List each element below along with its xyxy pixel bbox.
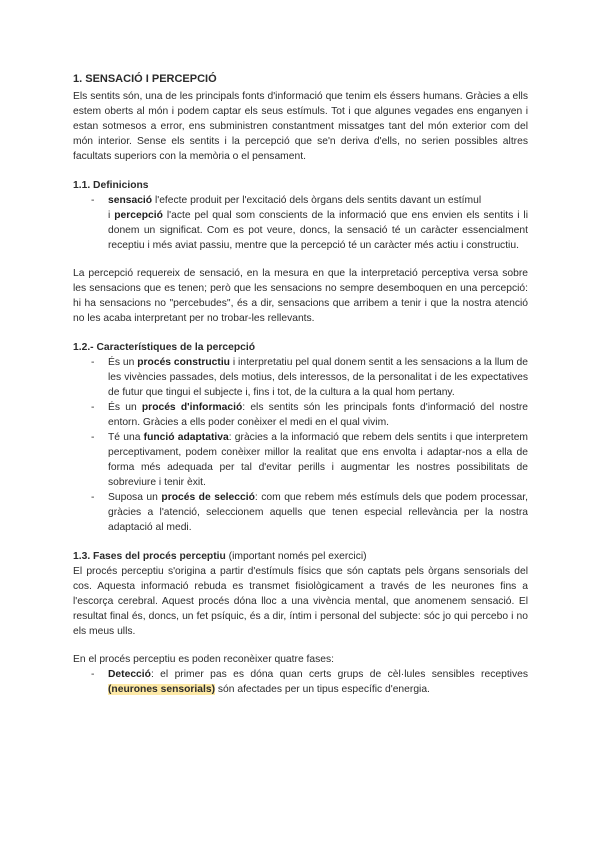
lead-text: Té una bbox=[108, 432, 144, 443]
item-text: : el primer pas es dóna quan certs grups de cèl·lules sensibles receptives bbox=[150, 669, 528, 680]
list-item bbox=[91, 667, 528, 697]
dash-bullet: - bbox=[91, 357, 95, 368]
definition-text: l'efecte produit per l'excitació dels òrgans dels sentits davant un estímul bbox=[152, 195, 482, 206]
phases-list bbox=[73, 667, 528, 697]
list-item bbox=[91, 193, 528, 208]
definitions-list bbox=[73, 193, 528, 253]
dash-bullet: - bbox=[91, 432, 95, 443]
lead-text: Suposa un bbox=[108, 492, 162, 503]
term-percepcio: percepció bbox=[114, 210, 163, 221]
dash-bullet: - bbox=[91, 492, 95, 503]
dash-bullet: - bbox=[91, 669, 95, 680]
lead-text: i bbox=[108, 210, 115, 221]
heading-fases bbox=[73, 549, 528, 564]
item-text: : com que rebem més estímuls dels que podem processar, gràcies a l'atenció, seleccionem aquells que tenen especial rellevància per la nostra adaptació al medi. bbox=[108, 492, 528, 533]
lead-text: És un bbox=[108, 357, 138, 368]
item-text: : els sentits són les principals fonts d'informació del nostre entorn. Gràcies a ells poder conèixer el medi en el qual vivim. bbox=[108, 402, 528, 428]
dash-bullet: - bbox=[91, 195, 95, 206]
item-text: : gràcies a la informació que rebem dels sentits i que interpretem perceptivament, podem conèixer millor la realitat que ens envolta i adaptar-nos a ella de forma més adequada per tal d'evitar perills i augmentar les nostres possibilitats de sobreviure i tenir èxit. bbox=[108, 432, 529, 488]
term: procés d'informació bbox=[141, 402, 243, 413]
list-item bbox=[91, 490, 528, 535]
fases-paragraph: El procés perceptiu s'origina a partir d'estímuls físics que són captats pels òrgans sensorials del cos. Aquesta informació rebuda es transmet fisiològicament a través de les neurones fins a l'escorça cerebral. Aquest procés dóna lloc a una vivència mental, que anomenem sensació. El resultat final és, doncs, un fet psíquic, és a dir, íntim i personal del subjecte: sóc jo qui percebo i no els meus ulls. bbox=[73, 566, 528, 637]
lead-text: És un bbox=[108, 402, 142, 413]
list-item bbox=[91, 400, 528, 430]
term: procés de selecció bbox=[161, 492, 255, 503]
heading-fases-text: 1.3. Fases del procés perceptiu bbox=[73, 551, 226, 562]
dash-bullet: - bbox=[91, 402, 95, 413]
highlighted-text: (neurones sensorials) bbox=[108, 684, 216, 695]
list-item bbox=[91, 430, 529, 490]
fases-intro: En el procés perceptiu es poden reconèixer quatre fases: bbox=[73, 654, 335, 665]
section-title: 1. SENSACIÓ I PERCEPCIÓ bbox=[73, 73, 217, 85]
item-text: i interpretatiu pel qual donem sentit a les sensacions a la llum de les vivències passades, dels motius, dels interessos, de la personalitat i de les expectatives de futur que tingui el subjecte i, fins i tot, de la cultura a la qual hom pertany. bbox=[108, 357, 528, 398]
document-page bbox=[73, 72, 528, 697]
definition-text: l'acte pel qual som conscients de la informació que ens envien els sentits i li donem un significat. Com es pot veure, doncs, la sensació té un caràcter essencialment receptiu i més aviat passiu, mentre que la percepció té un caràcter més actiu i constructiu. bbox=[108, 210, 529, 251]
characteristics-list bbox=[73, 355, 528, 535]
term-sensacio: sensació bbox=[108, 195, 153, 206]
heading-definicions: 1.1. Definicions bbox=[73, 180, 149, 191]
term: funció adaptativa bbox=[143, 432, 229, 443]
item-text-end: són afectades per un tipus específic d'energia. bbox=[215, 684, 430, 695]
list-item bbox=[91, 355, 528, 400]
term-deteccio: Detecció bbox=[108, 669, 151, 680]
heading-caracteristiques: 1.2.- Característiques de la percepció bbox=[73, 342, 255, 353]
heading-note: (important només pel exercici) bbox=[225, 551, 367, 562]
intro-paragraph: Els sentits són, una de les principals fonts d'informació que tenim els éssers humans. Gràcies a ells estem oberts al món i podem captar els seus estímuls. Tot i que algunes vegades ens enganyen i estan sotmesos a error, ens subministren constantment missatges tant del món exterior com del món interior. Sense els sentits i la percepció que se'n deriva d'ells, no serien possibles altres facultats superiors con la memòria o el pensament. bbox=[73, 91, 528, 162]
term: procés constructiu bbox=[137, 357, 230, 368]
definitions-paragraph: La percepció requereix de sensació, en la mesura en que la interpretació perceptiva versa sobre les sensacions que es tenen; però que les sensacions no sempre desemboquen en una percepció: hi ha sensacions no "percebudes", és a dir, sensacions que arribem a tenir i que la nostra atenció no les acaba interpretant per no trobar-les rellevants. bbox=[73, 268, 528, 324]
list-item bbox=[108, 208, 528, 253]
